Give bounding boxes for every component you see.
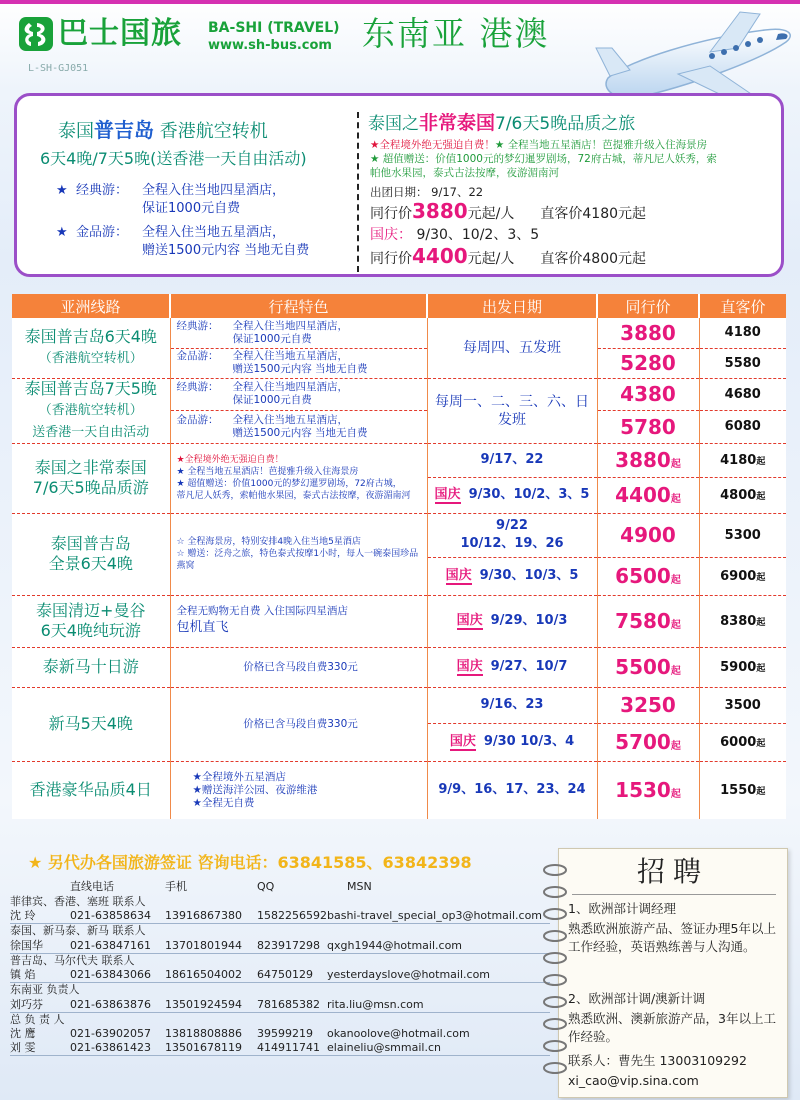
contact-name: 徐国华	[10, 939, 70, 954]
brand-english-name: BA-SHI (TRAVEL)	[208, 20, 340, 36]
featured-national-day-dates: 国庆： 9/30、10/2、3、5	[370, 227, 540, 243]
date-cell: 国庆 9/30、10/3、5	[427, 557, 597, 595]
peer-price-cell: 3250	[597, 687, 699, 723]
contact-col-mobile: 手机	[165, 880, 187, 893]
contact-mobile: 13501678119	[165, 1041, 257, 1056]
peer-price-cell: 3880起	[597, 443, 699, 477]
contact-col-msn: MSN	[347, 879, 372, 893]
col-header-peer-price: 同行价	[597, 294, 699, 318]
table-row	[12, 513, 786, 557]
national-day-badge: 国庆	[445, 568, 472, 583]
featured-tier-gold: ★ 金品游： 全程入住当地五星酒店， 赠送1500元内容 当地无自费	[56, 225, 310, 258]
contact-mobile: 18616504002	[165, 968, 257, 983]
featured-price-line-2: 同行价4400元起/人 直客价4800元起	[370, 244, 647, 268]
table-row	[12, 378, 786, 411]
contact-row	[10, 1027, 550, 1041]
contact-col-name	[10, 878, 70, 894]
features-cell: 价格已含马段自费330元	[170, 687, 427, 761]
peer-price-cell: 1530起	[597, 761, 699, 819]
contact-msn[interactable]: qxgh1944@hotmail.com	[327, 939, 550, 954]
date-cell: 9/9、16、17、23、24	[427, 761, 597, 819]
direct-price-cell: 8380起	[699, 595, 786, 647]
direct-price-cell: 4680	[699, 378, 786, 411]
featured-thailand-title: 泰国之非常泰国7/6天5晚品质之旅	[368, 112, 636, 134]
featured-thailand-perk-2: ★ 超值赠送：价值1000元的梦幻暹罗剧场，72府古城，蒂凡尼人妖秀，索	[370, 153, 717, 165]
table-row	[12, 761, 786, 819]
contact-region: 普吉岛、马尔代夫 联系人	[10, 953, 135, 967]
contact-mobile: 13916867380	[165, 909, 257, 924]
features-cell: 经典游： 全程入住当地四星酒店， 保证1000元自费	[170, 318, 427, 348]
national-day-badge: 国庆	[456, 659, 483, 674]
date-cell: 国庆 9/30、10/2、3、5	[427, 477, 597, 513]
route-cell: 香港豪华品质4日	[12, 761, 170, 819]
route-cell: 泰国普吉岛6天4晚 （香港航空转机）	[12, 318, 170, 378]
contact-group-row	[10, 1012, 550, 1027]
brand-url-link[interactable]: www.sh-bus.com	[208, 38, 332, 53]
contact-name: 刘巧芬	[10, 998, 70, 1013]
contact-group-row	[10, 953, 550, 968]
route-cell: 新马5天4晚	[12, 687, 170, 761]
col-header-features: 行程特色	[170, 294, 427, 318]
direct-price-cell: 3500	[699, 687, 786, 723]
featured-phuket-title: 泰国普吉岛 香港航空转机	[58, 118, 268, 142]
peer-price-cell: 4380	[597, 378, 699, 411]
route-cell: 泰国之非常泰国 7/6天5晚品质游	[12, 443, 170, 513]
contact-mobile: 13501924594	[165, 998, 257, 1013]
route-cell: 泰新马十日游	[12, 647, 170, 687]
contact-table	[10, 878, 550, 1056]
direct-price-cell: 5580	[699, 348, 786, 378]
featured-divider	[357, 112, 359, 272]
contact-qq: 39599219	[257, 1027, 313, 1040]
contact-qq: 414911741	[257, 1041, 327, 1056]
direct-price-cell: 6900起	[699, 557, 786, 595]
contact-row	[10, 909, 550, 924]
contact-row	[10, 968, 550, 983]
featured-phuket-subtitle: 6天4晚/7天5晚(送香港一天自由活动)	[40, 149, 307, 168]
featured-thailand-perk-3: 帕他水果园，泰式古法按摩，夜游湄南河	[370, 167, 559, 179]
contact-row	[10, 1041, 550, 1056]
date-cell: 国庆 9/27、10/7	[427, 647, 597, 687]
contact-group-row	[10, 894, 550, 909]
features-cell: ★全程境外五星酒店 ★赠送海洋公园、夜游维港 ★全程无自费	[170, 761, 427, 819]
direct-price-cell: 6080	[699, 411, 786, 444]
notebook-rings-icon	[540, 862, 570, 1092]
contact-name: 沈 玲	[10, 909, 70, 924]
peer-price-cell: 4900	[597, 513, 699, 557]
recruitment-title: 招聘	[636, 855, 709, 888]
contact-name: 刘 雯	[10, 1041, 70, 1056]
peer-price-cell: 4400起	[597, 477, 699, 513]
route-cell: 泰国清迈+曼谷 6天4晚纯玩游	[12, 595, 170, 647]
region-title: 东南亚 港澳	[362, 14, 550, 53]
direct-price-cell: 1550起	[720, 782, 766, 798]
contact-msn[interactable]: elaineliu@smmail.cn	[327, 1041, 550, 1056]
contact-msn[interactable]: bashi-travel_special_op3@hotmail.com	[327, 909, 550, 924]
route-cell: 泰国普吉岛7天5晚 （香港航空转机） 送香港一天自由活动	[12, 378, 170, 443]
direct-price-cell: 4800起	[699, 477, 786, 513]
direct-price-cell: 4180	[699, 318, 786, 348]
visa-service-line: ★ 另代办各国旅游签证 咨询电话：63841585、63842398	[28, 853, 472, 872]
peer-price-cell: 5700起	[597, 723, 699, 761]
national-day-badge: 国庆	[434, 487, 461, 502]
job-1-description: 熟悉欧洲旅游产品、签证办理5年以上工作经验，英语熟练善与人沟通。	[568, 921, 776, 954]
features-cell: 金品游： 全程入住当地五星酒店， 赠送1500元内容 当地无自费	[170, 411, 427, 444]
peer-price-cell: 6500起	[597, 557, 699, 595]
featured-thailand-perk-1: ★全程境外绝无强迫自费！★ 全程当地五星酒店！芭提雅升级入住海景房	[370, 139, 708, 151]
date-cell: 国庆 9/30 10/3、4	[427, 723, 597, 761]
route-cell: 泰国普吉岛 全景6天4晚	[12, 513, 170, 595]
table-row	[12, 687, 786, 723]
peer-price-cell: 7580起	[597, 595, 699, 647]
contact-tel: 021-63863876	[70, 998, 165, 1013]
recruitment-divider	[572, 894, 776, 895]
national-day-badge: 国庆	[456, 613, 483, 628]
contact-mobile: 13818808886	[165, 1027, 242, 1040]
date-cell: 9/17、22	[427, 443, 597, 477]
recruitment-contact: 联系人：曹先生 13003109292	[568, 1053, 747, 1068]
col-header-direct-price: 直客价	[699, 294, 786, 318]
national-day-badge: 国庆	[449, 734, 476, 749]
contact-row	[10, 939, 550, 954]
features-cell: 全程无购物无自费 入住国际四星酒店 包机直飞	[170, 595, 427, 647]
peer-price-cell: 5780	[597, 411, 699, 444]
table-header-row	[12, 294, 786, 318]
contact-tel: 021-63843066	[70, 968, 165, 983]
date-cell: 9/22 10/12、19、26	[427, 513, 597, 557]
features-cell: ★全程境外绝无强迫自费！ ★ 全程当地五星酒店！芭提雅升级入住海景房 ★ 超值赠送：价值1000元的梦幻暹罗剧场，72府古城， 蒂凡尼人妖秀，索帕他水果园，泰式古法按摩，夜游湄南河	[170, 443, 427, 513]
contact-region: 泰国、新马泰、新马 联系人	[10, 924, 146, 938]
date-cell: 9/16、23	[427, 687, 597, 723]
col-header-route: 亚洲线路	[12, 294, 170, 318]
peer-price-cell: 5500起	[597, 647, 699, 687]
job-1-title: 1、欧洲部计调经理	[568, 901, 676, 916]
contact-tel: 021-63861423	[70, 1041, 165, 1056]
table-row	[12, 443, 786, 477]
contact-qq: 64750129	[257, 968, 327, 983]
document-code: L-SH-GJ051	[28, 63, 89, 74]
features-cell: ☆ 全程海景房，特别安排4晚入住当地5星酒店 ☆ 赠送：泛舟之旅，特色泰式按摩1小时，每人一碗泰国珍品 燕窝	[170, 513, 427, 595]
recruitment-email[interactable]: xi_cao@vip.sina.com	[568, 1073, 699, 1088]
date-cell: 每周一、二、三、六、日 发班	[427, 378, 597, 443]
date-cell: 每周四、五发班	[427, 318, 597, 378]
direct-price-cell: 5300	[699, 513, 786, 557]
brand-name: 巴士国旅	[58, 16, 182, 51]
contact-qq: 781685382	[257, 998, 327, 1013]
table-row	[12, 647, 786, 687]
contact-col-qq: QQ	[257, 879, 275, 893]
contact-msn[interactable]: rita.liu@msn.com	[327, 998, 550, 1013]
direct-price-cell: 6000起	[699, 723, 786, 761]
features-cell: 经典游： 全程入住当地四星酒店， 保证1000元自费	[170, 378, 427, 411]
peer-price-cell: 5280	[597, 348, 699, 378]
contact-region: 菲律宾、香港、塞班 联系人	[10, 894, 146, 908]
managers-title: 总 负 责 人	[10, 1012, 65, 1026]
contact-name: 镇 焰	[10, 968, 70, 983]
table-row	[12, 318, 786, 348]
peer-price-cell: 3880	[597, 318, 699, 348]
featured-tier-classic: ★ 经典游： 全程入住当地四星酒店， 保证1000元自费	[56, 183, 286, 216]
features-cell: 金品游： 全程入住当地五星酒店， 赠送1500元内容 当地无自费	[170, 348, 427, 378]
top-accent-bar	[0, 0, 800, 4]
contact-name: 沈 鹰	[10, 1027, 36, 1040]
contact-tel: 021-63847161	[70, 939, 165, 954]
contact-msn[interactable]: yesterdayslove@hotmail.com	[327, 968, 550, 983]
contact-tel: 021-63858634	[70, 909, 165, 924]
contact-header-row	[10, 878, 550, 894]
contact-group-row	[10, 924, 550, 939]
contact-qq: 823917298	[257, 939, 327, 954]
contact-qq: 1582256592	[257, 909, 327, 922]
contact-msn[interactable]: okanoolove@hotmail.com	[327, 1027, 470, 1040]
tour-price-table	[12, 294, 786, 819]
direct-price-cell: 4180起	[699, 443, 786, 477]
job-2-title: 2、欧洲部计调/澳新计调	[568, 991, 706, 1006]
bus-logo-icon	[18, 16, 54, 52]
featured-price-line-1: 同行价3880元起/人 直客价4180元起	[370, 199, 647, 223]
featured-depart-dates: 出团日期： 9/17、22	[370, 185, 484, 199]
date-cell: 国庆 9/29、10/3	[427, 595, 597, 647]
contact-tel: 021-63902057	[70, 1027, 151, 1040]
contact-mobile: 13701801944	[165, 939, 257, 954]
job-2-description: 熟悉欧洲、澳新旅游产品，3年以上工作经验。	[568, 1011, 776, 1044]
direct-price-cell: 5900起	[699, 647, 786, 687]
col-header-dates: 出发日期	[427, 294, 597, 318]
contact-row	[10, 998, 550, 1013]
contact-group-row	[10, 983, 550, 998]
contact-region: 东南亚 负责人	[10, 983, 80, 997]
features-cell: 价格已含马段自费330元	[170, 647, 427, 687]
table-row	[12, 595, 786, 647]
contact-col-tel: 直线电话	[70, 880, 114, 893]
